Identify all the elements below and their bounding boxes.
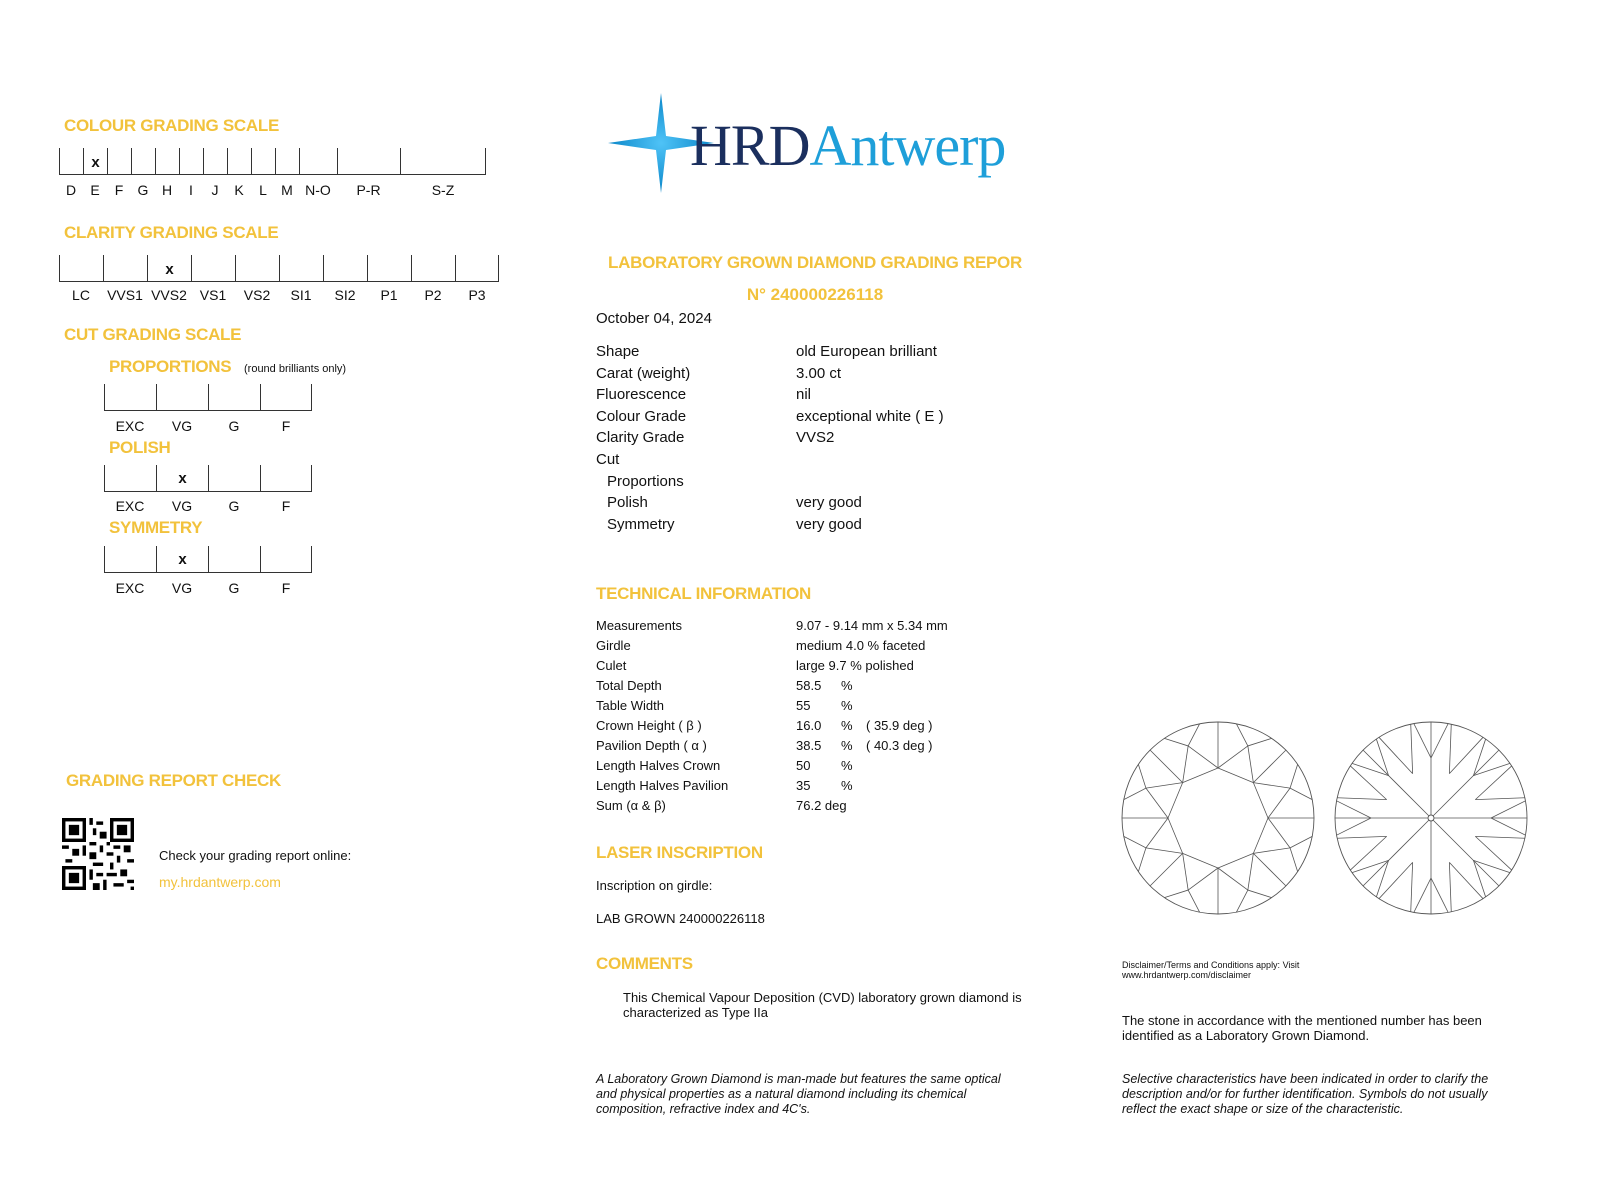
colour-box-F bbox=[107, 148, 131, 174]
technical-unit: % bbox=[841, 758, 853, 773]
facet-line bbox=[1433, 750, 1499, 816]
grading-key: Shape bbox=[596, 343, 640, 360]
grading-key: Fluorescence bbox=[596, 386, 687, 404]
colour-box-E bbox=[83, 148, 107, 174]
symmetry-label-F: F bbox=[281, 580, 291, 596]
facet-line bbox=[1248, 746, 1254, 783]
facet-line bbox=[1473, 763, 1510, 775]
facet-line bbox=[1379, 862, 1413, 898]
colour-label-I: I bbox=[189, 182, 193, 198]
facet-line bbox=[1188, 890, 1199, 912]
grading-key: Clarity Grade bbox=[596, 429, 685, 447]
technical-key: Length Halves Pavilion bbox=[596, 778, 729, 793]
clarity-label-VS1: VS1 bbox=[199, 287, 227, 303]
technical-key: Sum (α & β) bbox=[596, 798, 666, 813]
polish-boxes bbox=[104, 465, 312, 492]
symmetry-label-EXC: EXC bbox=[115, 580, 145, 596]
facet-line bbox=[1253, 853, 1286, 886]
polish-label-F: F bbox=[281, 498, 291, 514]
technical-extra: ( 40.3 deg ) bbox=[866, 738, 933, 753]
polish-label-VG: VG bbox=[171, 498, 193, 514]
polish-mark: x bbox=[178, 470, 187, 487]
facet-line bbox=[1150, 750, 1183, 783]
clarity-label-P3: P3 bbox=[468, 287, 486, 303]
facet-line bbox=[1449, 862, 1451, 911]
facet-line bbox=[1473, 860, 1510, 872]
technical-row bbox=[596, 698, 1016, 718]
technical-row bbox=[596, 718, 1016, 738]
technical-row bbox=[596, 678, 1016, 698]
colour-box-J bbox=[203, 148, 227, 174]
colour-label-F: F bbox=[114, 182, 124, 198]
report-check-text: Check your grading report online: bbox=[159, 848, 352, 863]
facet-line bbox=[1168, 783, 1183, 818]
clarity-box-P1 bbox=[367, 255, 411, 281]
report-title: LABORATORY GROWN DIAMOND GRADING REPOR bbox=[608, 253, 1022, 272]
facet-line bbox=[1183, 853, 1189, 890]
facet-line bbox=[1183, 853, 1218, 868]
colour-box-S-Z bbox=[400, 148, 486, 174]
facet-line bbox=[1188, 724, 1199, 746]
technical-value: 16.0 bbox=[796, 718, 822, 733]
report-check-title: GRADING REPORT CHECK bbox=[66, 771, 282, 790]
grading-value: old European brilliant bbox=[796, 343, 937, 360]
facet-line bbox=[1352, 763, 1389, 775]
technical-value: 38.5 bbox=[796, 738, 822, 753]
clarity-label-P1: P1 bbox=[380, 287, 398, 303]
facet-line bbox=[1218, 868, 1248, 890]
colour-scale-labels bbox=[59, 182, 486, 198]
colour-label-G: G bbox=[137, 182, 149, 198]
technical-table bbox=[596, 618, 1016, 818]
facet-line bbox=[1376, 739, 1388, 776]
facet-line bbox=[1248, 738, 1272, 746]
clarity-label-VS2: VS2 bbox=[243, 287, 271, 303]
colour-label-N-O: N-O bbox=[305, 182, 331, 198]
colour-scale-title: COLOUR GRADING SCALE bbox=[64, 116, 280, 135]
grading-key: Colour Grade bbox=[596, 407, 687, 425]
facet-line bbox=[1218, 746, 1248, 768]
proportions-label-EXC: EXC bbox=[115, 418, 145, 434]
symmetry-box-F bbox=[260, 546, 312, 572]
grading-key: Symmetry bbox=[607, 515, 675, 533]
proportions-box-VG bbox=[156, 384, 208, 410]
facet-line bbox=[1475, 836, 1511, 870]
facet-line bbox=[1473, 860, 1485, 897]
proportions-label-F: F bbox=[281, 418, 291, 434]
polish-box-VG bbox=[156, 465, 208, 491]
symmetry-boxes bbox=[104, 546, 312, 573]
colour-box-G bbox=[131, 148, 155, 174]
grading-row bbox=[596, 451, 1016, 473]
facet-line bbox=[1363, 750, 1429, 816]
clarity-box-LC bbox=[59, 255, 103, 281]
clarity-box-P2 bbox=[411, 255, 455, 281]
colour-label-K: K bbox=[234, 182, 244, 198]
colour-box-K bbox=[227, 148, 251, 174]
colour-scale-boxes bbox=[59, 148, 486, 175]
facet-line bbox=[1253, 848, 1290, 854]
technical-value: medium 4.0 % faceted bbox=[796, 638, 926, 653]
facet-line bbox=[1337, 818, 1371, 835]
symmetry-mark: x bbox=[178, 551, 187, 568]
report-date: October 04, 2024 bbox=[596, 310, 712, 327]
facet-line bbox=[1124, 788, 1146, 799]
comments-text: This Chemical Vapour Deposition (CVD) laboratory grown diamond is characterized as Type IIa bbox=[623, 990, 1022, 1020]
technical-row bbox=[596, 658, 1016, 678]
technical-value: 76.2 deg bbox=[796, 798, 847, 813]
facet-line bbox=[1236, 724, 1247, 746]
facet-line bbox=[1473, 739, 1485, 776]
technical-value: large 9.7 % polished bbox=[796, 658, 914, 673]
symmetry-box-EXC bbox=[104, 546, 156, 572]
colour-label-J: J bbox=[211, 182, 219, 198]
grading-key: Proportions bbox=[607, 472, 684, 490]
polish-box-G bbox=[208, 465, 260, 491]
grading-value: exceptional white ( E ) bbox=[796, 407, 944, 425]
facet-line bbox=[1449, 862, 1483, 898]
logo-text-hrd: HRD bbox=[690, 113, 810, 178]
clarity-scale-title: CLARITY GRADING SCALE bbox=[64, 223, 279, 242]
technical-value: 50 bbox=[796, 758, 811, 773]
clarity-label-LC: LC bbox=[72, 287, 90, 303]
facet-line bbox=[1138, 848, 1146, 872]
colour-box-L bbox=[251, 148, 275, 174]
facet-line bbox=[1379, 737, 1413, 773]
symmetry-box-G bbox=[208, 546, 260, 572]
facet-line bbox=[1146, 818, 1168, 848]
clarity-box-SI1 bbox=[279, 255, 323, 281]
facet-line bbox=[1253, 818, 1268, 853]
facet-line bbox=[1236, 890, 1247, 912]
proportions-box-EXC bbox=[104, 384, 156, 410]
facet-line bbox=[1164, 738, 1188, 746]
technical-value: 58.5 bbox=[796, 678, 822, 693]
technical-key: Measurements bbox=[596, 618, 682, 633]
clarity-label-SI2: SI2 bbox=[334, 287, 356, 303]
polish-box-EXC bbox=[104, 465, 156, 491]
grading-row bbox=[596, 343, 1016, 365]
facet-line bbox=[1431, 878, 1448, 912]
facet-line bbox=[1449, 724, 1451, 773]
proportions-labels bbox=[104, 418, 312, 434]
comments-title: COMMENTS bbox=[596, 954, 693, 973]
facet-line bbox=[1449, 737, 1483, 773]
report-check-link[interactable]: my.hrdantwerp.com bbox=[159, 874, 281, 890]
diamond-pavilion-diagram-icon bbox=[1331, 718, 1531, 918]
proportions-box-F bbox=[260, 384, 312, 410]
cut-scale-title: CUT GRADING SCALE bbox=[64, 325, 242, 344]
colour-label-D: D bbox=[65, 182, 77, 198]
colour-mark: x bbox=[91, 154, 100, 171]
clarity-box-VS1 bbox=[191, 255, 235, 281]
colour-label-L: L bbox=[259, 182, 267, 198]
facet-line bbox=[1146, 788, 1168, 818]
clarity-box-VS2 bbox=[235, 255, 279, 281]
facet-line bbox=[1290, 848, 1298, 872]
girdle-outline bbox=[1428, 815, 1434, 821]
polish-title: POLISH bbox=[109, 438, 171, 457]
facet-line bbox=[1218, 853, 1253, 868]
grading-row bbox=[596, 494, 1016, 516]
technical-key: Total Depth bbox=[596, 678, 662, 693]
report-number: N° 240000226118 bbox=[746, 285, 884, 304]
facet-line bbox=[1352, 860, 1389, 872]
facet-line bbox=[1290, 788, 1312, 799]
technical-unit: % bbox=[841, 778, 853, 793]
grading-value: nil bbox=[796, 386, 812, 404]
facet-line bbox=[1183, 746, 1189, 783]
facet-line bbox=[1124, 836, 1146, 847]
grading-value: VVS2 bbox=[796, 429, 835, 447]
facet-line bbox=[1414, 724, 1431, 758]
facet-line bbox=[1183, 768, 1218, 783]
technical-key: Table Width bbox=[596, 698, 664, 713]
clarity-box-SI2 bbox=[323, 255, 367, 281]
grading-value: 3.00 ct bbox=[796, 364, 842, 382]
colour-label-H: H bbox=[161, 182, 173, 198]
facet-line bbox=[1475, 836, 1524, 838]
grading-key: Polish bbox=[607, 494, 648, 512]
colour-box-N-O bbox=[299, 148, 337, 174]
colour-box-H bbox=[155, 148, 179, 174]
technical-row bbox=[596, 758, 1016, 778]
diamond-crown-diagram-icon bbox=[1118, 718, 1318, 918]
identified-text: The stone in accordance with the mentioned number has been identified as a Laboratory Grown Diamond. bbox=[1122, 1013, 1482, 1043]
polish-box-F bbox=[260, 465, 312, 491]
polish-labels bbox=[104, 498, 312, 514]
clarity-label-P2: P2 bbox=[424, 287, 442, 303]
facet-line bbox=[1146, 783, 1183, 789]
facet-line bbox=[1164, 890, 1188, 898]
proportions-label-G: G bbox=[228, 418, 240, 434]
qr-code-icon[interactable] bbox=[62, 818, 134, 895]
clarity-box-P3 bbox=[455, 255, 499, 281]
technical-key: Length Halves Crown bbox=[596, 758, 721, 773]
facet-line bbox=[1433, 820, 1499, 886]
colour-box-D bbox=[59, 148, 83, 174]
colour-box-I bbox=[179, 148, 203, 174]
clarity-scale-labels bbox=[59, 287, 499, 303]
clarity-scale-boxes bbox=[59, 255, 499, 282]
laser-value: LAB GROWN 240000226118 bbox=[596, 911, 765, 926]
facet-line bbox=[1431, 724, 1448, 758]
technical-key: Crown Height ( β ) bbox=[596, 718, 702, 733]
facet-line bbox=[1337, 836, 1386, 838]
facet-line bbox=[1268, 788, 1290, 818]
symmetry-title: SYMMETRY bbox=[109, 518, 203, 537]
facet-line bbox=[1337, 801, 1371, 818]
grading-row bbox=[596, 429, 1016, 451]
facet-line bbox=[1253, 783, 1290, 789]
clarity-label-VVS1: VVS1 bbox=[107, 287, 143, 303]
technical-key: Girdle bbox=[596, 638, 631, 653]
grading-row bbox=[596, 473, 1016, 495]
facet-line bbox=[1146, 848, 1183, 854]
disclaimer-text: Disclaimer/Terms and Conditions apply: Visit www.hrdantwerp.com/disclaimer bbox=[1122, 960, 1300, 980]
colour-box-M bbox=[275, 148, 299, 174]
clarity-box-VVS2 bbox=[147, 255, 191, 281]
facet-line bbox=[1253, 750, 1286, 783]
colour-label-S-Z: S-Z bbox=[431, 182, 455, 198]
clarity-label-VVS2: VVS2 bbox=[151, 287, 187, 303]
laser-title: LASER INSCRIPTION bbox=[596, 843, 763, 862]
laser-label: Inscription on girdle: bbox=[596, 878, 713, 893]
proportions-label-VG: VG bbox=[171, 418, 193, 434]
facet-line bbox=[1414, 878, 1431, 912]
colour-label-M: M bbox=[281, 182, 293, 198]
footer-left-note: A Laboratory Grown Diamond is man-made but features the same optical and physical properties as a natural diamond including its chemical composition, refractive index and 4C's. bbox=[596, 1072, 1001, 1116]
proportions-boxes bbox=[104, 384, 312, 411]
technical-key: Pavilion Depth ( α ) bbox=[596, 738, 707, 753]
technical-row bbox=[596, 778, 1016, 798]
facet-line bbox=[1491, 818, 1525, 835]
footer-right-note: Selective characteristics have been indicated in order to clarify the description and/or for further identification. Symbols do not usually reflect the exact shape or size of the characteristic. bbox=[1122, 1072, 1489, 1116]
proportions-box-G bbox=[208, 384, 260, 410]
technical-unit: % bbox=[841, 738, 853, 753]
polish-label-G: G bbox=[228, 498, 240, 514]
facet-line bbox=[1248, 853, 1254, 890]
facet-line bbox=[1168, 818, 1183, 853]
grading-key: Carat (weight) bbox=[596, 364, 691, 382]
technical-row bbox=[596, 798, 1016, 818]
clarity-label-SI1: SI1 bbox=[290, 287, 312, 303]
facet-line bbox=[1138, 764, 1146, 788]
grading-table bbox=[596, 343, 1016, 537]
facet-line bbox=[1475, 766, 1511, 800]
facet-line bbox=[1411, 724, 1413, 773]
technical-key: Culet bbox=[596, 658, 627, 673]
facet-line bbox=[1475, 798, 1524, 800]
facet-line bbox=[1248, 890, 1272, 898]
facet-line bbox=[1253, 783, 1268, 818]
facet-line bbox=[1491, 801, 1525, 818]
clarity-mark: x bbox=[165, 261, 174, 278]
facet-line bbox=[1268, 818, 1290, 848]
facet-line bbox=[1350, 836, 1386, 870]
grading-row bbox=[596, 516, 1016, 538]
facet-line bbox=[1350, 766, 1386, 800]
proportions-note: (round brilliants only) bbox=[244, 363, 347, 375]
symmetry-label-VG: VG bbox=[171, 580, 193, 596]
facet-line bbox=[1290, 836, 1312, 847]
facet-line bbox=[1290, 764, 1298, 788]
symmetry-labels bbox=[104, 580, 312, 596]
technical-unit: % bbox=[841, 698, 853, 713]
facet-line bbox=[1411, 862, 1413, 911]
technical-value: 55 bbox=[796, 698, 811, 713]
facet-line bbox=[1150, 853, 1183, 886]
logo-text-antwerp: Antwerp bbox=[809, 113, 1006, 178]
technical-row bbox=[596, 618, 1016, 638]
colour-box-P-R bbox=[337, 148, 400, 174]
facet-line bbox=[1218, 768, 1253, 783]
technical-unit: % bbox=[841, 678, 853, 693]
polish-label-EXC: EXC bbox=[115, 498, 145, 514]
grading-row bbox=[596, 386, 1016, 408]
technical-value: 9.07 - 9.14 mm x 5.34 mm bbox=[796, 618, 948, 633]
technical-unit: % bbox=[841, 718, 853, 733]
facet-line bbox=[1337, 798, 1386, 800]
technical-row bbox=[596, 738, 1016, 758]
proportions-title: PROPORTIONS bbox=[109, 357, 232, 376]
grading-row bbox=[596, 408, 1016, 430]
symmetry-label-G: G bbox=[228, 580, 240, 596]
grading-row bbox=[596, 365, 1016, 387]
facet-line bbox=[1376, 860, 1388, 897]
technical-title: TECHNICAL INFORMATION bbox=[596, 584, 811, 603]
colour-label-E: E bbox=[90, 182, 100, 198]
facet-line bbox=[1188, 746, 1218, 768]
symmetry-box-VG bbox=[156, 546, 208, 572]
clarity-box-VVS1 bbox=[103, 255, 147, 281]
grading-value: very good bbox=[796, 515, 862, 533]
technical-row bbox=[596, 638, 1016, 658]
grading-key: Cut bbox=[596, 450, 620, 468]
technical-value: 35 bbox=[796, 778, 811, 793]
grading-value: very good bbox=[796, 494, 862, 512]
facet-line bbox=[1363, 820, 1429, 886]
colour-label-P-R: P-R bbox=[356, 182, 381, 198]
technical-extra: ( 35.9 deg ) bbox=[866, 718, 933, 733]
facet-line bbox=[1188, 868, 1218, 890]
